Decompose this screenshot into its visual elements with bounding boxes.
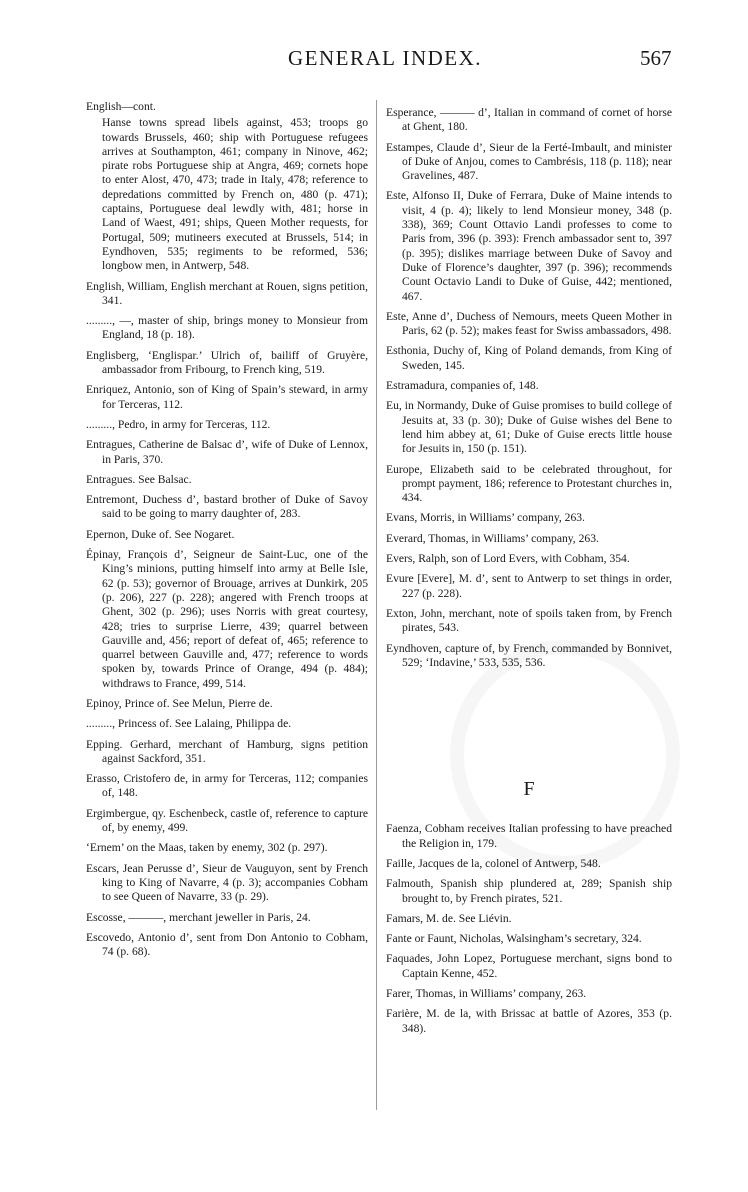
index-entry: Entragues. See Balsac.: [86, 472, 192, 486]
index-entry: ........., Princess of. See Lalaing, Philippa de.: [86, 717, 292, 731]
index-entry: Esthonia, Duchy of, King of Poland demands, from King of Sweden, 145.: [386, 344, 672, 372]
index-entry: Faquades, John Lopez, Portuguese merchant, signs bond to Captain Kenne, 452.: [386, 952, 672, 980]
page-number: 567: [640, 46, 672, 70]
index-entry: Entragues, Catherine de Balsac d’, wife of Duke of Lennox, in Paris, 370.: [86, 438, 368, 466]
index-entry: Hanse towns spread libels against, 453; troops go towards Brussels, 460; ship with Portuguese refugees arrives at Southampton, 461; company in Ninove, 462; pirate robs Portuguese ship at Angra, 469; cornets hope to enter Alost, 470, 473; trade in Italy, 478; reference to depredations committed by French on, 480 (p. 471); captains, Portuguese deal lewdly with, 481; horse in Land of Waest, 491; ships, Queen Mother requests, for Portugal, 509; mutineers executed at Brussels, 514; in Eyndhoven, 535; regiments to be reformed, 536; longbow men, in Antwerp, 548.: [102, 116, 368, 273]
index-entry: Europe, Elizabeth said to be celebrated throughout, for prompt payment, 186; reference to Protestant churches in, 434.: [386, 462, 672, 505]
index-entry: Eu, in Normandy, Duke of Guise promises to build college of Jesuits at, 33 (p. 30); Duke of Guise wishes del Bene to lend him abbey at, 61; Duke of Guise erects little house for Jesuits in, 150 (p. 151).: [386, 399, 672, 456]
index-entry: Farer, Thomas, in Williams’ company, 263.: [386, 987, 587, 1001]
index-entry: Epernon, Duke of. See Nogaret.: [86, 527, 235, 541]
left-column: [86, 100, 368, 965]
index-entry: Evure [Evere], M. d’, sent to Antwerp to set things in order, 227 (p. 228).: [386, 572, 672, 600]
index-entry: Erasso, Cristofero de, in army for Terceras, 112; companies of, 148.: [86, 772, 368, 800]
index-entry: Eyndhoven, capture of, by French, commanded by Bonnivet, 529; ‘Indavine,’ 533, 535, 536.: [386, 641, 672, 669]
index-entry: English, William, English merchant at Rouen, signs petition, 341.: [86, 279, 368, 307]
index-entry: Escosse, ———, merchant jeweller in Paris, 24.: [86, 910, 311, 924]
index-entry: Ergimbergue, qy. Eschenbeck, castle of, reference to capture of, by enemy, 499.: [86, 806, 368, 835]
index-entry: Épinay, François d’, Seigneur de Saint-Luc, one of the King’s minions, putting himself into army at Belle Isle, 62 (p. 53); governor of Brouage, arrives at Dunkirk, 205 (p. 206), 227 (p. 228); angered with French troops at Ghent, 302 (p. 296); uses Norris with great courtesy, 428; tries to surprise Lierre, 439; quarrel between Gauville and, 456; report of defeat of, 465; reference to quarrel between Gauville and, 477; reference to words spoken by, towards Prince of Orange, 494 (p. 484); withdraws to France, 499, 514.: [86, 548, 368, 690]
index-entry: Esperance, ——— d’, Italian in command of cornet of horse at Ghent, 180.: [386, 106, 672, 134]
index-entry: Falmouth, Spanish ship plundered at, 289; Spanish ship brought to, by French pirates, 521.: [386, 877, 672, 905]
index-entry: ........., Pedro, in army for Terceras, 112.: [86, 417, 271, 431]
index-entry: Escovedo, Antonio d’, sent from Don Antonio to Cobham, 74 (p. 68).: [86, 930, 368, 959]
index-entry: Epping. Gerhard, merchant of Hamburg, signs petition against Sackford, 351.: [86, 737, 368, 765]
index-entry: Estampes, Claude d’, Sieur de la Ferté-Imbault, and minister of Duke of Anjou, comes to Cambrésis, 118 (p. 118); near Gravelines, 487.: [386, 140, 672, 183]
index-entry: English—cont.: [86, 100, 156, 113]
index-entry: Estramadura, companies of, 148.: [386, 379, 539, 393]
index-entry: Evans, Morris, in Williams’ company, 263.: [386, 511, 585, 525]
section-heading-f: F: [523, 778, 535, 801]
index-entry: Enriquez, Antonio, son of King of Spain’s steward, in army for Terceras, 112.: [86, 383, 368, 411]
index-entry: Este, Anne d’, Duchess of Nemours, meets Queen Mother in Paris, 62 (p. 52); makes feast for Swiss ambassadors, 498.: [386, 309, 672, 338]
index-entry: Evers, Ralph, son of Lord Evers, with Cobham, 354.: [386, 552, 630, 566]
index-entry: Famars, M. de. See Liévin.: [386, 911, 512, 925]
index-entry: Fante or Faunt, Nicholas, Walsingham’s secretary, 324.: [386, 932, 642, 946]
index-entry: Farière, M. de la, with Brissac at battle of Azores, 353 (p. 348).: [386, 1007, 672, 1035]
index-entry: ‘Ernem’ on the Maas, taken by enemy, 302 (p. 297).: [86, 841, 328, 855]
running-title: GENERAL INDEX.: [288, 46, 483, 70]
index-entry: Englisberg, ‘Englispar.’ Ulrich of, bailiff of Gruyère, ambassador from Fribourg, to French king, 519.: [86, 348, 368, 377]
index-entry: Faille, Jacques de la, colonel of Antwerp, 548.: [386, 856, 601, 870]
index-entry: Everard, Thomas, in Williams’ company, 263.: [386, 531, 599, 545]
right-column: [386, 106, 672, 1042]
index-entry: Entremont, Duchess d’, bastard brother of Duke of Savoy said to be going to marry daughter of, 283.: [86, 493, 368, 521]
page-header: [0, 46, 748, 76]
index-entry: Epinoy, Prince of. See Melun, Pierre de.: [86, 696, 273, 710]
index-entry: ........., —, master of ship, brings money to Monsieur from England, 18 (p. 18).: [86, 314, 368, 342]
index-entry: Escars, Jean Perusse d’, Sieur de Vauguyon, sent by French king to King of Navarre, 4 (p. 3); accompanies Cobham to see Queen of Navarre, 33 (p. 29).: [86, 861, 368, 904]
index-entry: Exton, John, merchant, note of spoils taken from, by French pirates, 543.: [386, 606, 672, 635]
index-entry: Este, Alfonso II, Duke of Ferrara, Duke of Maine intends to visit, 4 (p. 4); likely to lend Monsieur money, 348 (p. 338), 369; Count Ottavio Landi professes to come to Paris from, 396 (p. 393): French ambassador sent to, 397 (p. 395); dislikes marriage between Duke of Savoy and Duke of Florence’s daughter, 397 (p. 396); recommends Count Octavio Landi to Duke of Guise, 442; mentioned, 467.: [386, 189, 672, 303]
index-entry: Faenza, Cobham receives Italian professing to have preached the Religion in, 179.: [386, 822, 672, 850]
column-divider: [376, 100, 377, 1110]
